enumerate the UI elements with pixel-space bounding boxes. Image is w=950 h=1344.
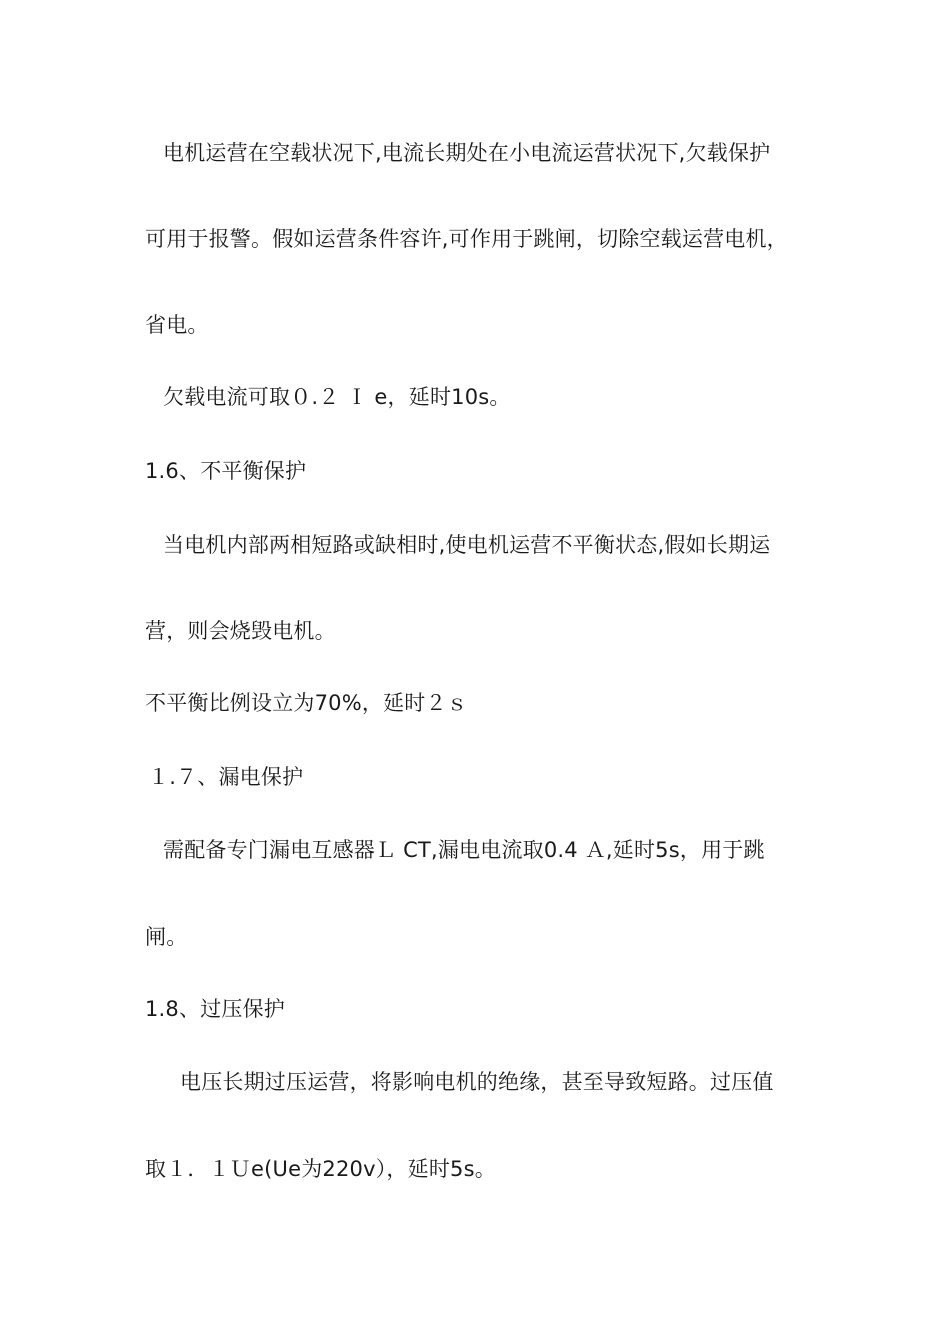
paragraph-leakage-line-2: 闸。 [145, 925, 188, 949]
paragraph-underload-line-1: 电机运营在空载状况下,电流长期处在小电流运营状况下,欠载保护 [163, 141, 771, 165]
paragraph-overvoltage-line-2: 取１．１Ｕe(Ue为220v），延时5s。 [145, 1157, 496, 1181]
paragraph-underload-line-3: 省电。 [145, 313, 209, 337]
section-heading-1-7: １.７、漏电保护 [148, 765, 304, 789]
underload-setting-text: 欠载电流可取０.２ Ｉ e，延时10s。 [163, 385, 511, 409]
paragraph-overvoltage-line-1: 电压长期过压运营，将影响电机的绝缘，甚至导致短路。过压值 [180, 1070, 774, 1094]
paragraph-imbalance-line-2: 营，则会烧毁电机。 [145, 619, 336, 643]
paragraph-underload-line-2: 可用于报警。假如运营条件容许,可作用于跳闸，切除空载运营电机， [145, 227, 788, 251]
paragraph-leakage-line-1: 需配备专门漏电互感器Ｌ CT,漏电电流取0.4 Ａ,延时5s，用于跳 [163, 838, 765, 862]
paragraph-imbalance-line-1: 当电机内部两相短路或缺相时,使电机运营不平衡状态,假如长期运 [163, 533, 771, 557]
imbalance-setting-text: 不平衡比例设立为70%，延时２ｓ [145, 691, 468, 715]
section-heading-1-8: 1.8、过压保护 [145, 997, 285, 1021]
section-heading-1-6: 1.6、不平衡保护 [145, 459, 307, 483]
